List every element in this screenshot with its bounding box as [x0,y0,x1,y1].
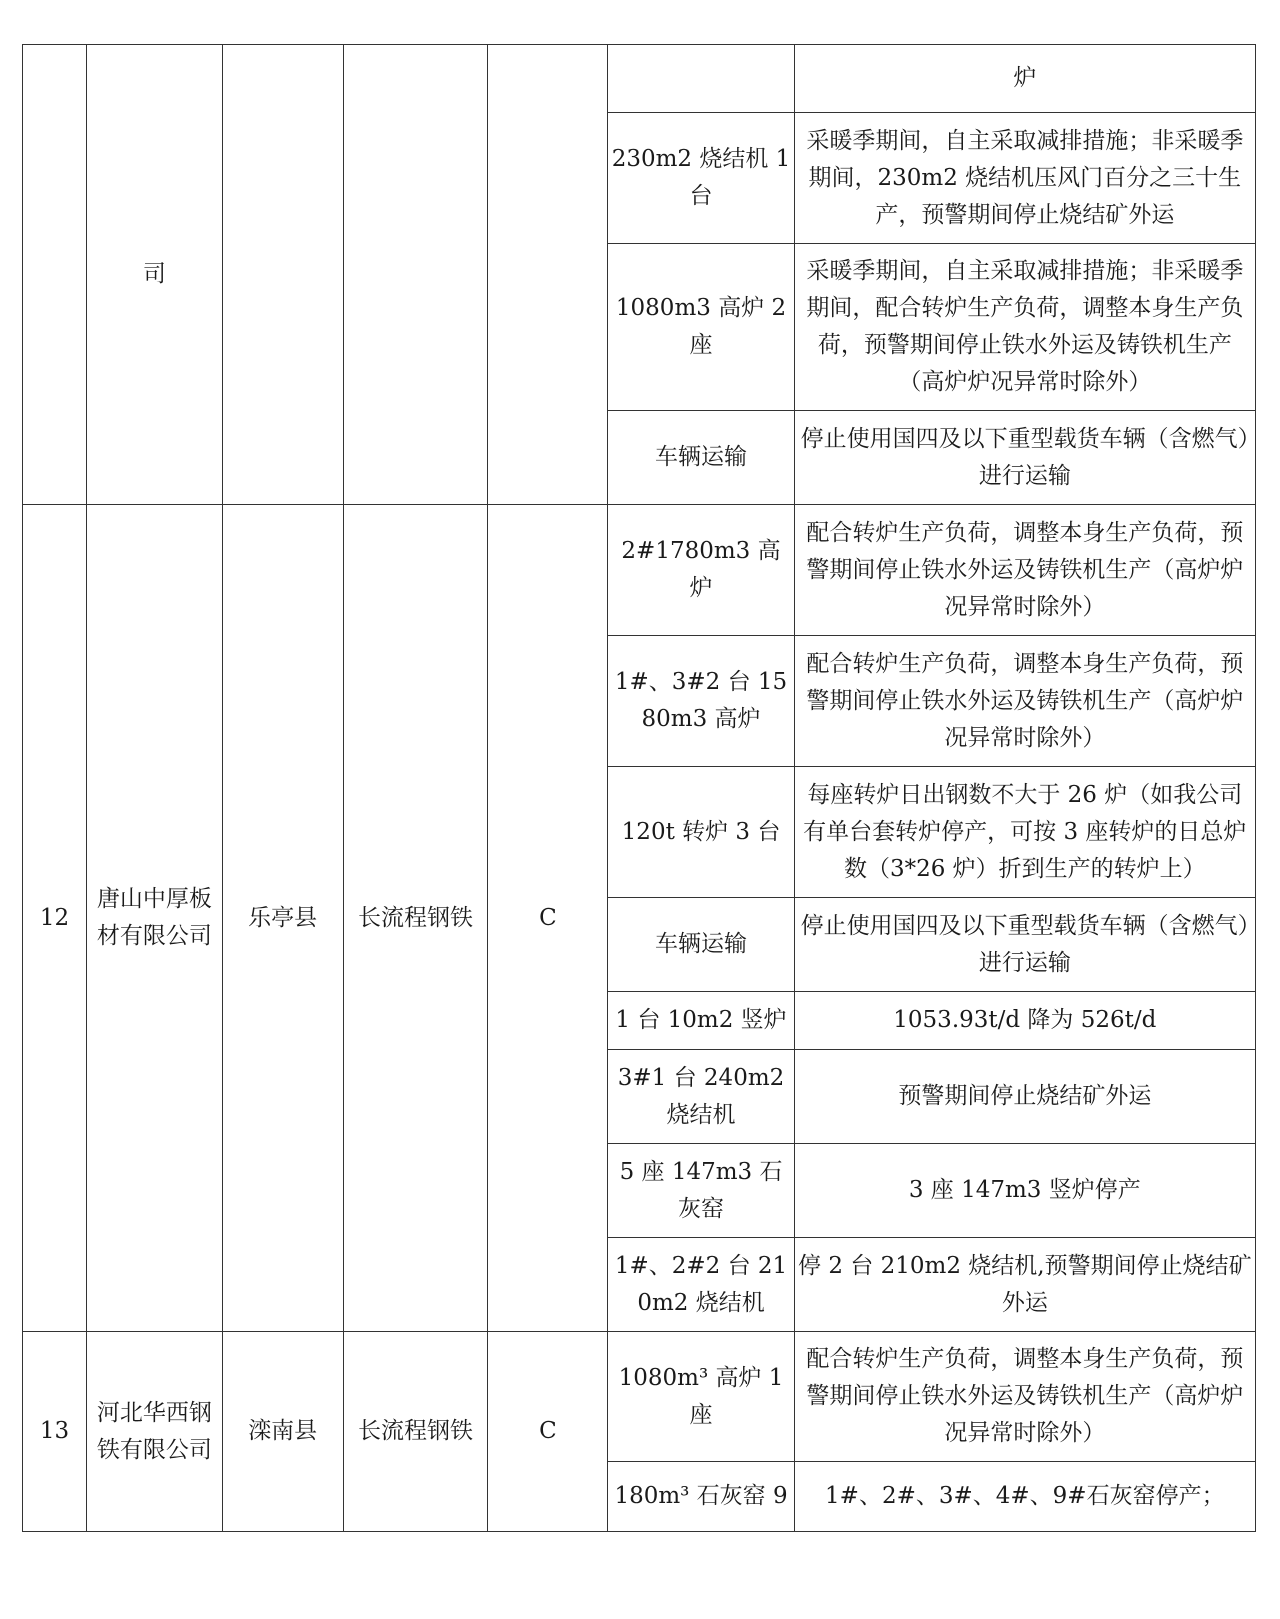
emission-measures-table [22,44,1256,1532]
table-row [23,45,1256,113]
company-cell: 唐山中厚板材有限公司 [87,505,223,1332]
measure-cell: 配合转炉生产负荷，调整本身生产负荷，预警期间停止铁水外运及铸铁机生产（高炉炉况异常时除外） [794,1332,1255,1462]
measure-cell: 采暖季期间，自主采取减排措施；非采暖季期间，230m2 烧结机压风门百分之三十生产，预警期间停止烧结矿外运 [794,113,1255,244]
grade-cell [488,45,608,505]
facility-cell: 车辆运输 [608,411,794,505]
measure-cell: 3 座 147m3 竖炉停产 [794,1144,1255,1238]
measure-cell: 预警期间停止烧结矿外运 [794,1050,1255,1144]
facility-cell: 120t 转炉 3 台 [608,767,794,898]
grade-cell: C [488,505,608,1332]
row-number-cell [23,45,87,505]
grade-cell: C [488,1332,608,1532]
measure-cell: 停 2 台 210m2 烧结机,预警期间停止烧结矿外运 [794,1238,1255,1332]
measure-cell: 采暖季期间，自主采取减排措施；非采暖季期间，配合转炉生产负荷，调整本身生产负荷，预警期间停止铁水外运及铸铁机生产（高炉炉况异常时除外） [794,244,1255,411]
facility-cell: 车辆运输 [608,898,794,992]
facility-cell: 1 台 10m2 竖炉 [608,992,794,1050]
measure-cell: 配合转炉生产负荷，调整本身生产负荷，预警期间停止铁水外运及铸铁机生产（高炉炉况异常时除外） [794,505,1255,636]
facility-cell: 1080m3 高炉 2 座 [608,244,794,411]
company-cell: 河北华西钢铁有限公司 [87,1332,223,1532]
measure-cell: 每座转炉日出钢数不大于 26 炉（如我公司有单台套转炉停产，可按 3 座转炉的日总炉数（3*26 炉）折到生产的转炉上） [794,767,1255,898]
row-number-cell: 13 [23,1332,87,1532]
industry-cell: 长流程钢铁 [343,1332,488,1532]
measure-cell: 停止使用国四及以下重型载货车辆（含燃气）进行运输 [794,411,1255,505]
industry-cell: 长流程钢铁 [343,505,488,1332]
facility-cell: 180m³ 石灰窑 9 [608,1462,794,1532]
facility-cell: 3#1 台 240m2 烧结机 [608,1050,794,1144]
facility-cell: 1#、2#2 台 210m2 烧结机 [608,1238,794,1332]
facility-cell [608,45,794,113]
row-number-cell: 12 [23,505,87,1332]
measure-cell: 配合转炉生产负荷，调整本身生产负荷，预警期间停止铁水外运及铸铁机生产（高炉炉况异常时除外） [794,636,1255,767]
measure-cell: 1053.93t/d 降为 526t/d [794,992,1255,1050]
county-cell: 乐亭县 [222,505,343,1332]
measure-cell: 停止使用国四及以下重型载货车辆（含燃气）进行运输 [794,898,1255,992]
measure-cell: 1#、2#、3#、4#、9#石灰窑停产； [794,1462,1255,1532]
industry-cell [343,45,488,505]
facility-cell: 5 座 147m3 石灰窑 [608,1144,794,1238]
facility-cell: 2#1780m3 高炉 [608,505,794,636]
measure-cell: 炉 [794,45,1255,113]
county-cell: 滦南县 [222,1332,343,1532]
facility-cell: 1#、3#2 台 1580m3 高炉 [608,636,794,767]
company-cell: 司 [87,45,223,505]
table-row [23,505,1256,636]
facility-cell: 1080m³ 高炉 1 座 [608,1332,794,1462]
table-row [23,1332,1256,1462]
county-cell [222,45,343,505]
facility-cell: 230m2 烧结机 1 台 [608,113,794,244]
